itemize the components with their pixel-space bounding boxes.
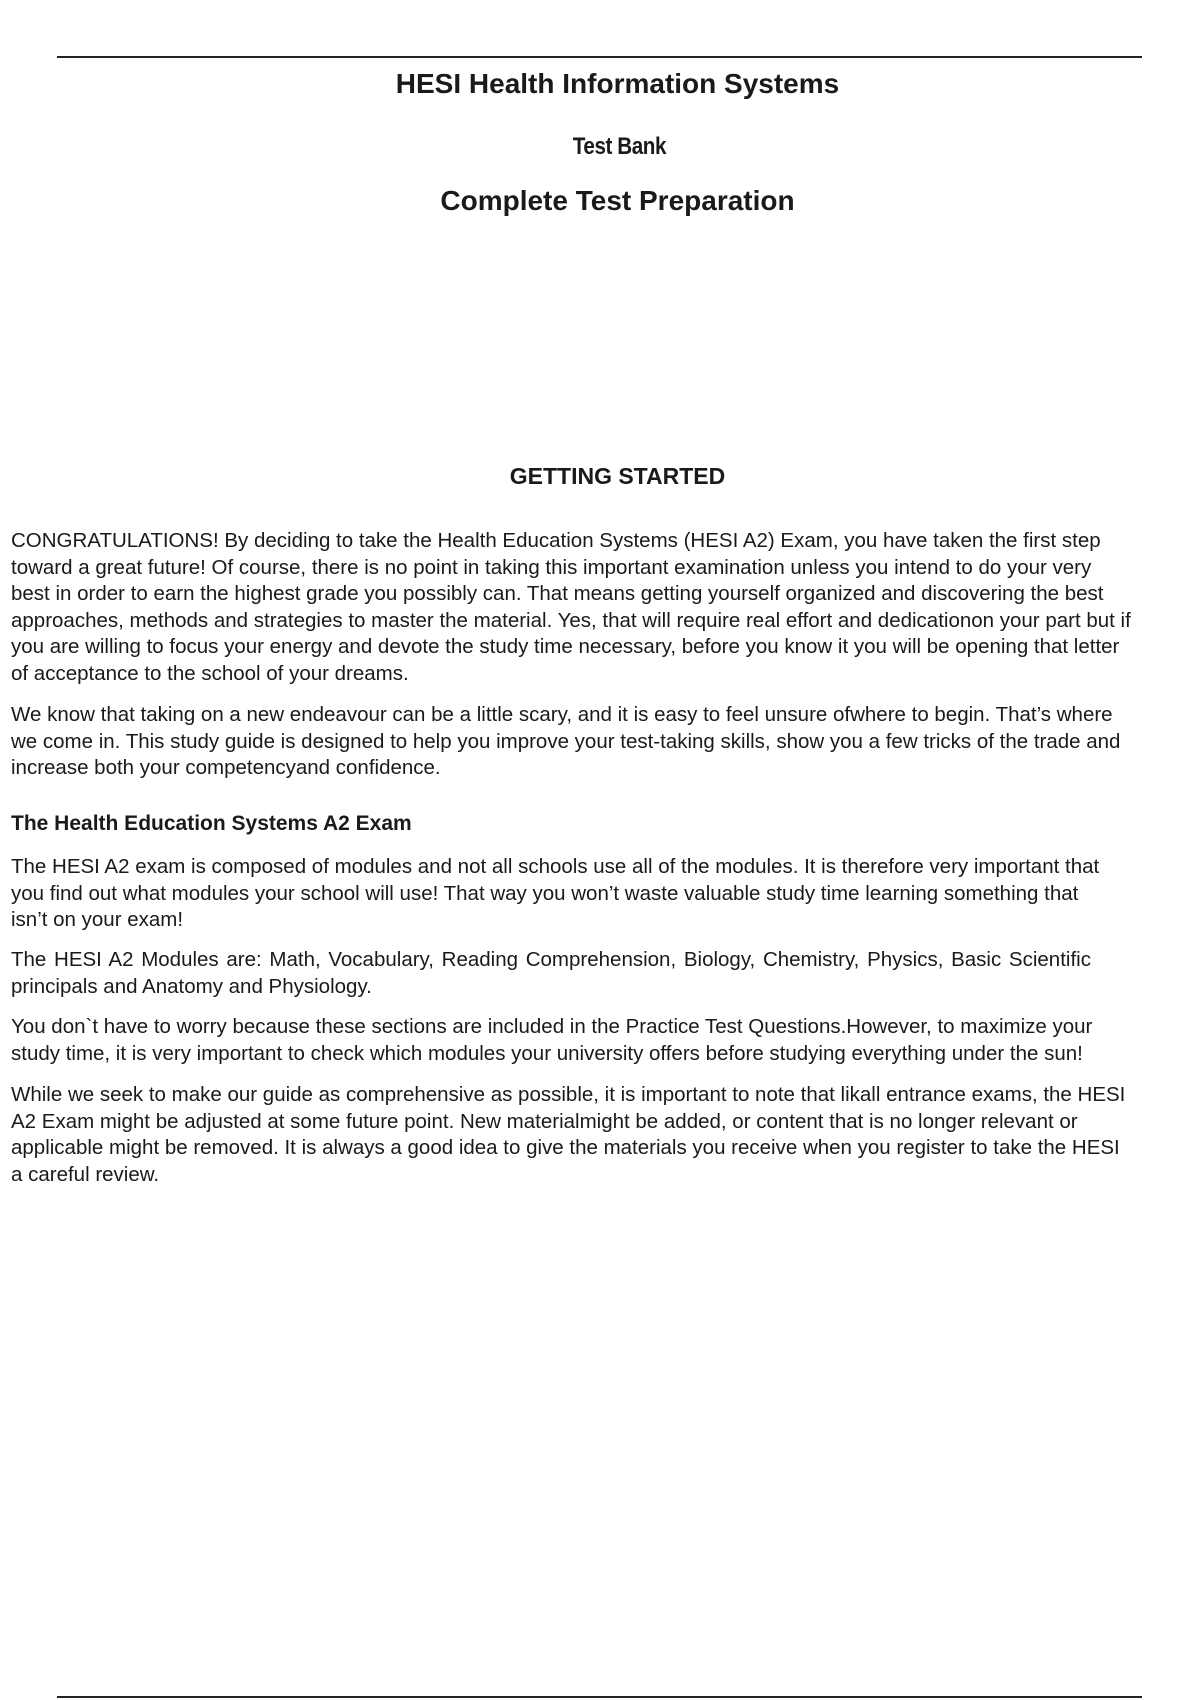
text-line: CONGRATULATIONS! By deciding to take the Health Education Systems (HESI A2) Exam, you have taken the first step (11, 529, 1101, 552)
text-line: A2 Exam might be adjusted at some future point. New materialmight be added, or content that is no longer relevant or (11, 1109, 1078, 1133)
congratulations-paragraph (11, 528, 1199, 687)
text-line: you are willing to focus your energy and devote the study time necessary, before you know it you will be opening that letter (11, 635, 1120, 658)
text-line: best in order to earn the highest grade you possibly can. That means getting yourself organized and discovering the best (11, 582, 1104, 605)
text-line: isn’t on your exam! (11, 908, 184, 931)
document-subtitle: Test Bank (572, 133, 667, 160)
text-line: The HESI A2 Modules are: Math, Vocabulary, Reading Comprehension, Biology, Chemistry, Physics, Basic Scientific (11, 948, 1091, 971)
document-subtitle-preparation: Complete Test Preparation (440, 185, 795, 216)
text-line: you find out what modules your school will use! That way you won’t waste valuable study time learning something that (11, 881, 1079, 905)
comprehensive-guide-paragraph (11, 1082, 1199, 1188)
text-line: We know that taking on a new endeavour can be a little scary, and it is easy to feel unsure ofwhere to begin. That’s where (11, 703, 1113, 726)
exam-section-heading: The Health Education Systems A2 Exam (11, 812, 412, 835)
text-line: The HESI A2 exam is composed of modules and not all schools use all of the modules. It is therefore very important that (11, 855, 1100, 878)
practice-questions-paragraph (11, 1014, 1199, 1067)
text-line: of acceptance to the school of your dreams. (11, 661, 409, 685)
getting-started-heading: GETTING STARTED (509, 463, 726, 489)
text-line: approaches, methods and strategies to master the material. Yes, that will require real effort and dedicationon your part but if (11, 608, 1131, 632)
text-line: principals and Anatomy and Physiology. (11, 974, 372, 998)
top-rule (57, 56, 1142, 58)
bottom-rule (57, 1696, 1142, 1698)
text-line: You don`t have to worry because these sections are included in the Practice Test Questions.However, to maximize your (11, 1015, 1093, 1038)
text-line: applicable might be removed. It is always a good idea to give the materials you receive when you register to take the HESI (11, 1136, 1120, 1159)
text-line: While we seek to make our guide as comprehensive as possible, it is important to note that likall entrance exams, the HESI (11, 1083, 1126, 1106)
text-line: toward a great future! Of course, there is no point in taking this important examination unless you intend to do your very (11, 555, 1092, 579)
module-list-paragraph (11, 947, 1199, 1000)
new-endeavour-paragraph (11, 702, 1199, 782)
text-line: study time, it is very important to check which modules your university offers before studying everything under the sun! (11, 1041, 1083, 1065)
modules-paragraph (11, 854, 1199, 934)
text-line: a careful review. (11, 1162, 160, 1186)
text-line: increase both your competencyand confidence. (11, 756, 441, 779)
document-title: HESI Health Information Systems (395, 68, 840, 99)
text-line: we come in. This study guide is designed to help you improve your test-taking skills, show you a few tricks of the trade and (11, 729, 1121, 753)
